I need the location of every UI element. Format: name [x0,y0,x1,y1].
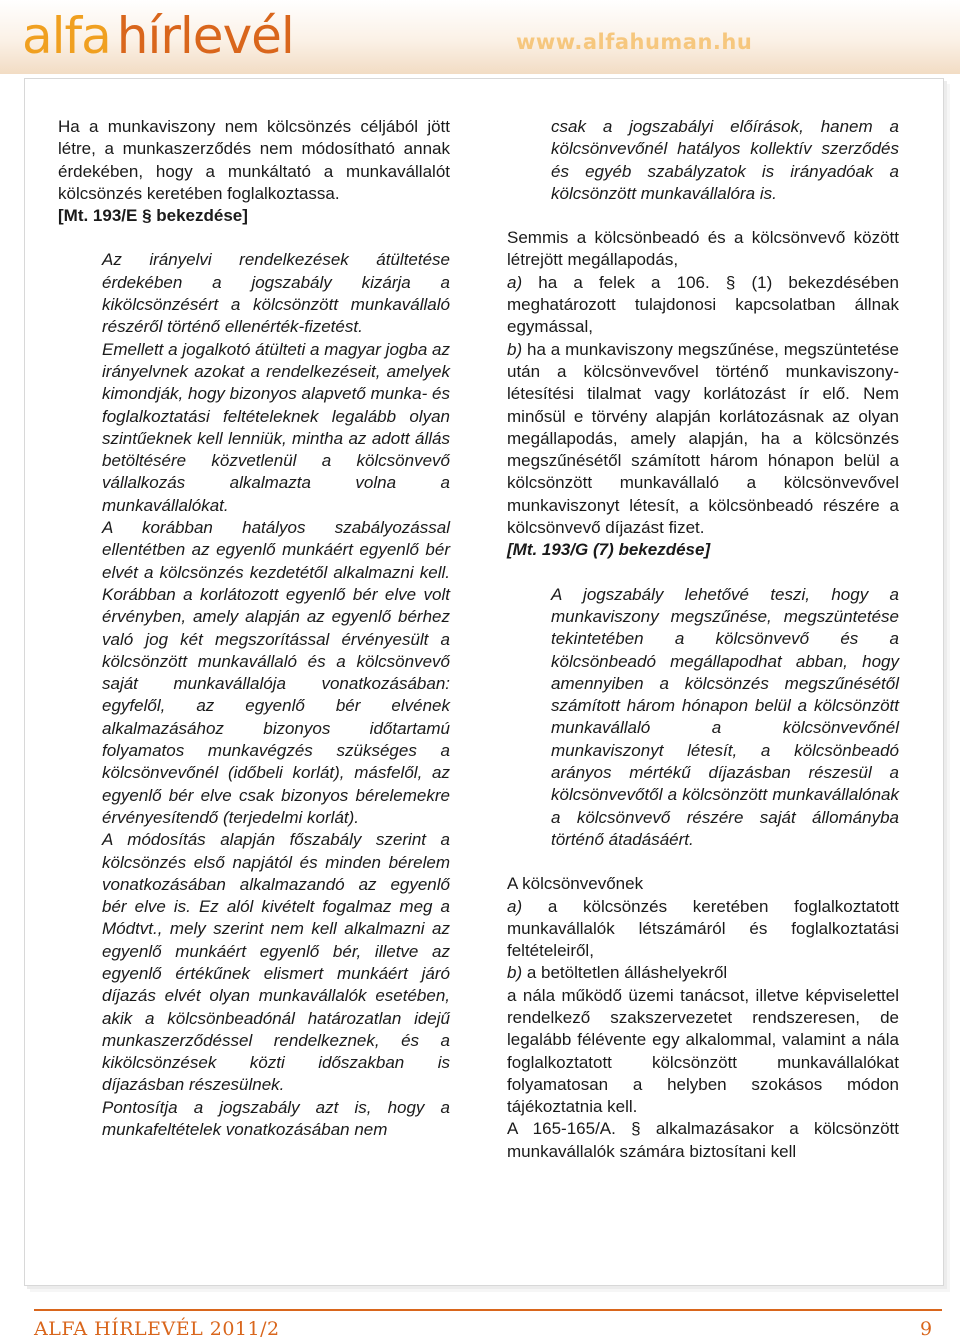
logo-alfa: alfa [22,7,111,65]
item-text: ha a felek a 106. § (1) bekezdésében meghatározott tulajdonosi kapcsolatban állnak egymással, [507,272,899,337]
right-paragraph-3: a nála működő üzemi tanácsot, illetve képviselettel rendelkező szakszervezetet rendszeresen, de legalább félévente egy alkalommal, valamint a nála foglalkoztatott kölcsönzött munkavállalókat folyamatosan a helyben szokásos módon tájékoztatnia kell. [507,985,899,1117]
right-item-b2 [507,962,899,984]
logo [22,6,294,66]
page-number: 9 [920,1318,933,1340]
right-item-b [507,339,899,540]
page-header [0,0,960,74]
footer-divider [34,1309,942,1311]
item-label: a) [507,896,523,916]
right-quote-1: csak a jogszabályi előírások, hanem a kölcsönvevőnél hatályos kollektív szerződés és egyéb szabályzatok is irányadóak a kölcsönzött munkavállalóra is. [551,117,899,203]
right-item-a [507,272,899,339]
right-column [507,116,899,1163]
item-text: ha a munkaviszony megszűnése, megszüntetése után a kölcsönvevővel történő munkaviszony-létesítési tilalmat vagy korlátozást ír elő. Nem minősül e törvény alapján korlátozásnak az olyan megállapodás, amely alapján, ha a kölcsönzés megszűnésétől számított három hónapon belül a kölcsönzött munkavállaló a kölcsönvevővel munkaviszonyt létesít, a kölcsönbeadó részére a kölcsönvevő díjazást fizet. [507,339,899,538]
spacer [507,562,899,584]
header-url: www.alfahuman.hu [516,30,753,54]
left-quote-3: A korábban hatályos szabályozással ellentétben az egyenlő munkáért egyenlő bér elvét a kölcsönzés kezdetétől alkalmazni kell. Korábban a korlátozott egyenlő bér elve volt érvényben, amely alapján az egyenlő bérhez való jog két megszorítással érvényesült a kölcsönzött munkavállaló és a kölcsönvevő saját munkavállalója vonatkozásában: egyfelől, az egyenlő bér elvének alkalmazásához bizonyos időtartamú folyamatos munkavégzés szükséges a kölcsönvevőnél (időbeli korlát), másfelől, az egyenlő bér elve csak bizonyos bérelemekre érvényesítendő (terjedelmi korlát). [102,518,450,827]
item-text: a kölcsönzés keretében foglalkoztatott munkavállalók létszámáról és foglalkoztatási feltételeiről, [507,896,899,961]
right-paragraph-1: Semmis a kölcsönbeadó és a kölcsönvevő között létrejött megállapodás, [507,228,899,270]
item-label: b) [507,963,523,983]
spacer [507,205,899,227]
item-label: b) [507,339,523,359]
left-quote-1: Az irányelvi rendelkezések átültetése érdekében a jogszabály kizárja a kikölcsönzésért a kölcsönzött munkavállaló részéről történő ellenérték-fizetést. [102,250,450,337]
right-paragraph-4: A 165-165/A. § alkalmazásakor a kölcsönzött munkavállalók számára biztosítani kell [507,1119,899,1161]
left-indented-block [58,249,450,1141]
spacer [58,227,450,249]
left-quote-5: Pontosítja a jogszabály azt is, hogy a munkafeltételek vonatkozásában nem [102,1097,450,1140]
right-indented-block-1 [507,116,899,205]
right-quote-2: A jogszabály lehetővé teszi, hogy a munkaviszony megszűnése, megszüntetése tekintetében a kölcsönvevő és a kölcsönbeadó megállapodhat abban, hogy amennyiben a kölcsönzés megszűnésétől számított három hónapon belül a kölcsönzött munkavállaló a kölcsönvevőnél munkaviszonyt létesít, a kölcsönbeadó arányos mértékű díjazásban részesül a kölcsönvevőtől a kölcsönzött munkavállalónak a kölcsönvevő részére saját állományba történő átadásáért. [551,584,899,849]
left-paragraph-1: Ha a munkaviszony nem kölcsönzés céljából jött létre, a munkaszerződés nem módosítható annak érdekében, hogy a munkáltató a munkavállalót kölcsönzés keretében foglalkoztassa. [58,117,450,203]
logo-hirlevel: hírlevél [116,7,294,65]
left-reference-1: [Mt. 193/E § bekezdése] [58,206,248,226]
right-item-a2 [507,896,899,963]
left-quote-2: Emellett a jogalkotó átülteti a magyar jogba az irányelvnek azokat a rendelkezéseit, amelyek kimondják, hogy bizonyos alapvető munka- és foglalkoztatási feltételeknek legalább olyan szintűeknek kell lenniük, mintha az adott állás betöltésére közvetlenül a kölcsönvevő vállalkozás alkalmazta volna a munkavállalókat. [102,339,450,515]
right-paragraph-2: A kölcsönvevőnek [507,874,644,894]
right-reference-1: [Mt. 193/G (7) bekezdése] [507,540,711,560]
footer-title: ALFA HÍRLEVÉL 2011/2 [34,1318,280,1340]
left-column [58,116,450,1141]
item-label: a) [507,272,523,292]
left-quote-4: A módosítás alapján főszabály szerint a kölcsönzés első napjától és minden bérelem vonatkozásában alkalmazandó az egyenlő bér elve is. Ez alól kivételt fogalmaz meg a Módtvt., mely szerint nem kell alkalmazni az egyenlő munkáért egyenlő bér, illetve az egyenlő értékűnek elismert munkáért járó díjazás elvét olyan munkavállalók esetében, akik a kölcsönbeadónál határozatlan idejű munkaszerződéssel rendelkeznek, és a kikölcsönzések közti időszakban is díjazásban részesülnek. [102,830,450,1095]
spacer [507,851,899,873]
right-indented-block-2 [507,584,899,852]
item-text: a betöltetlen álláshelyekről [522,963,728,983]
